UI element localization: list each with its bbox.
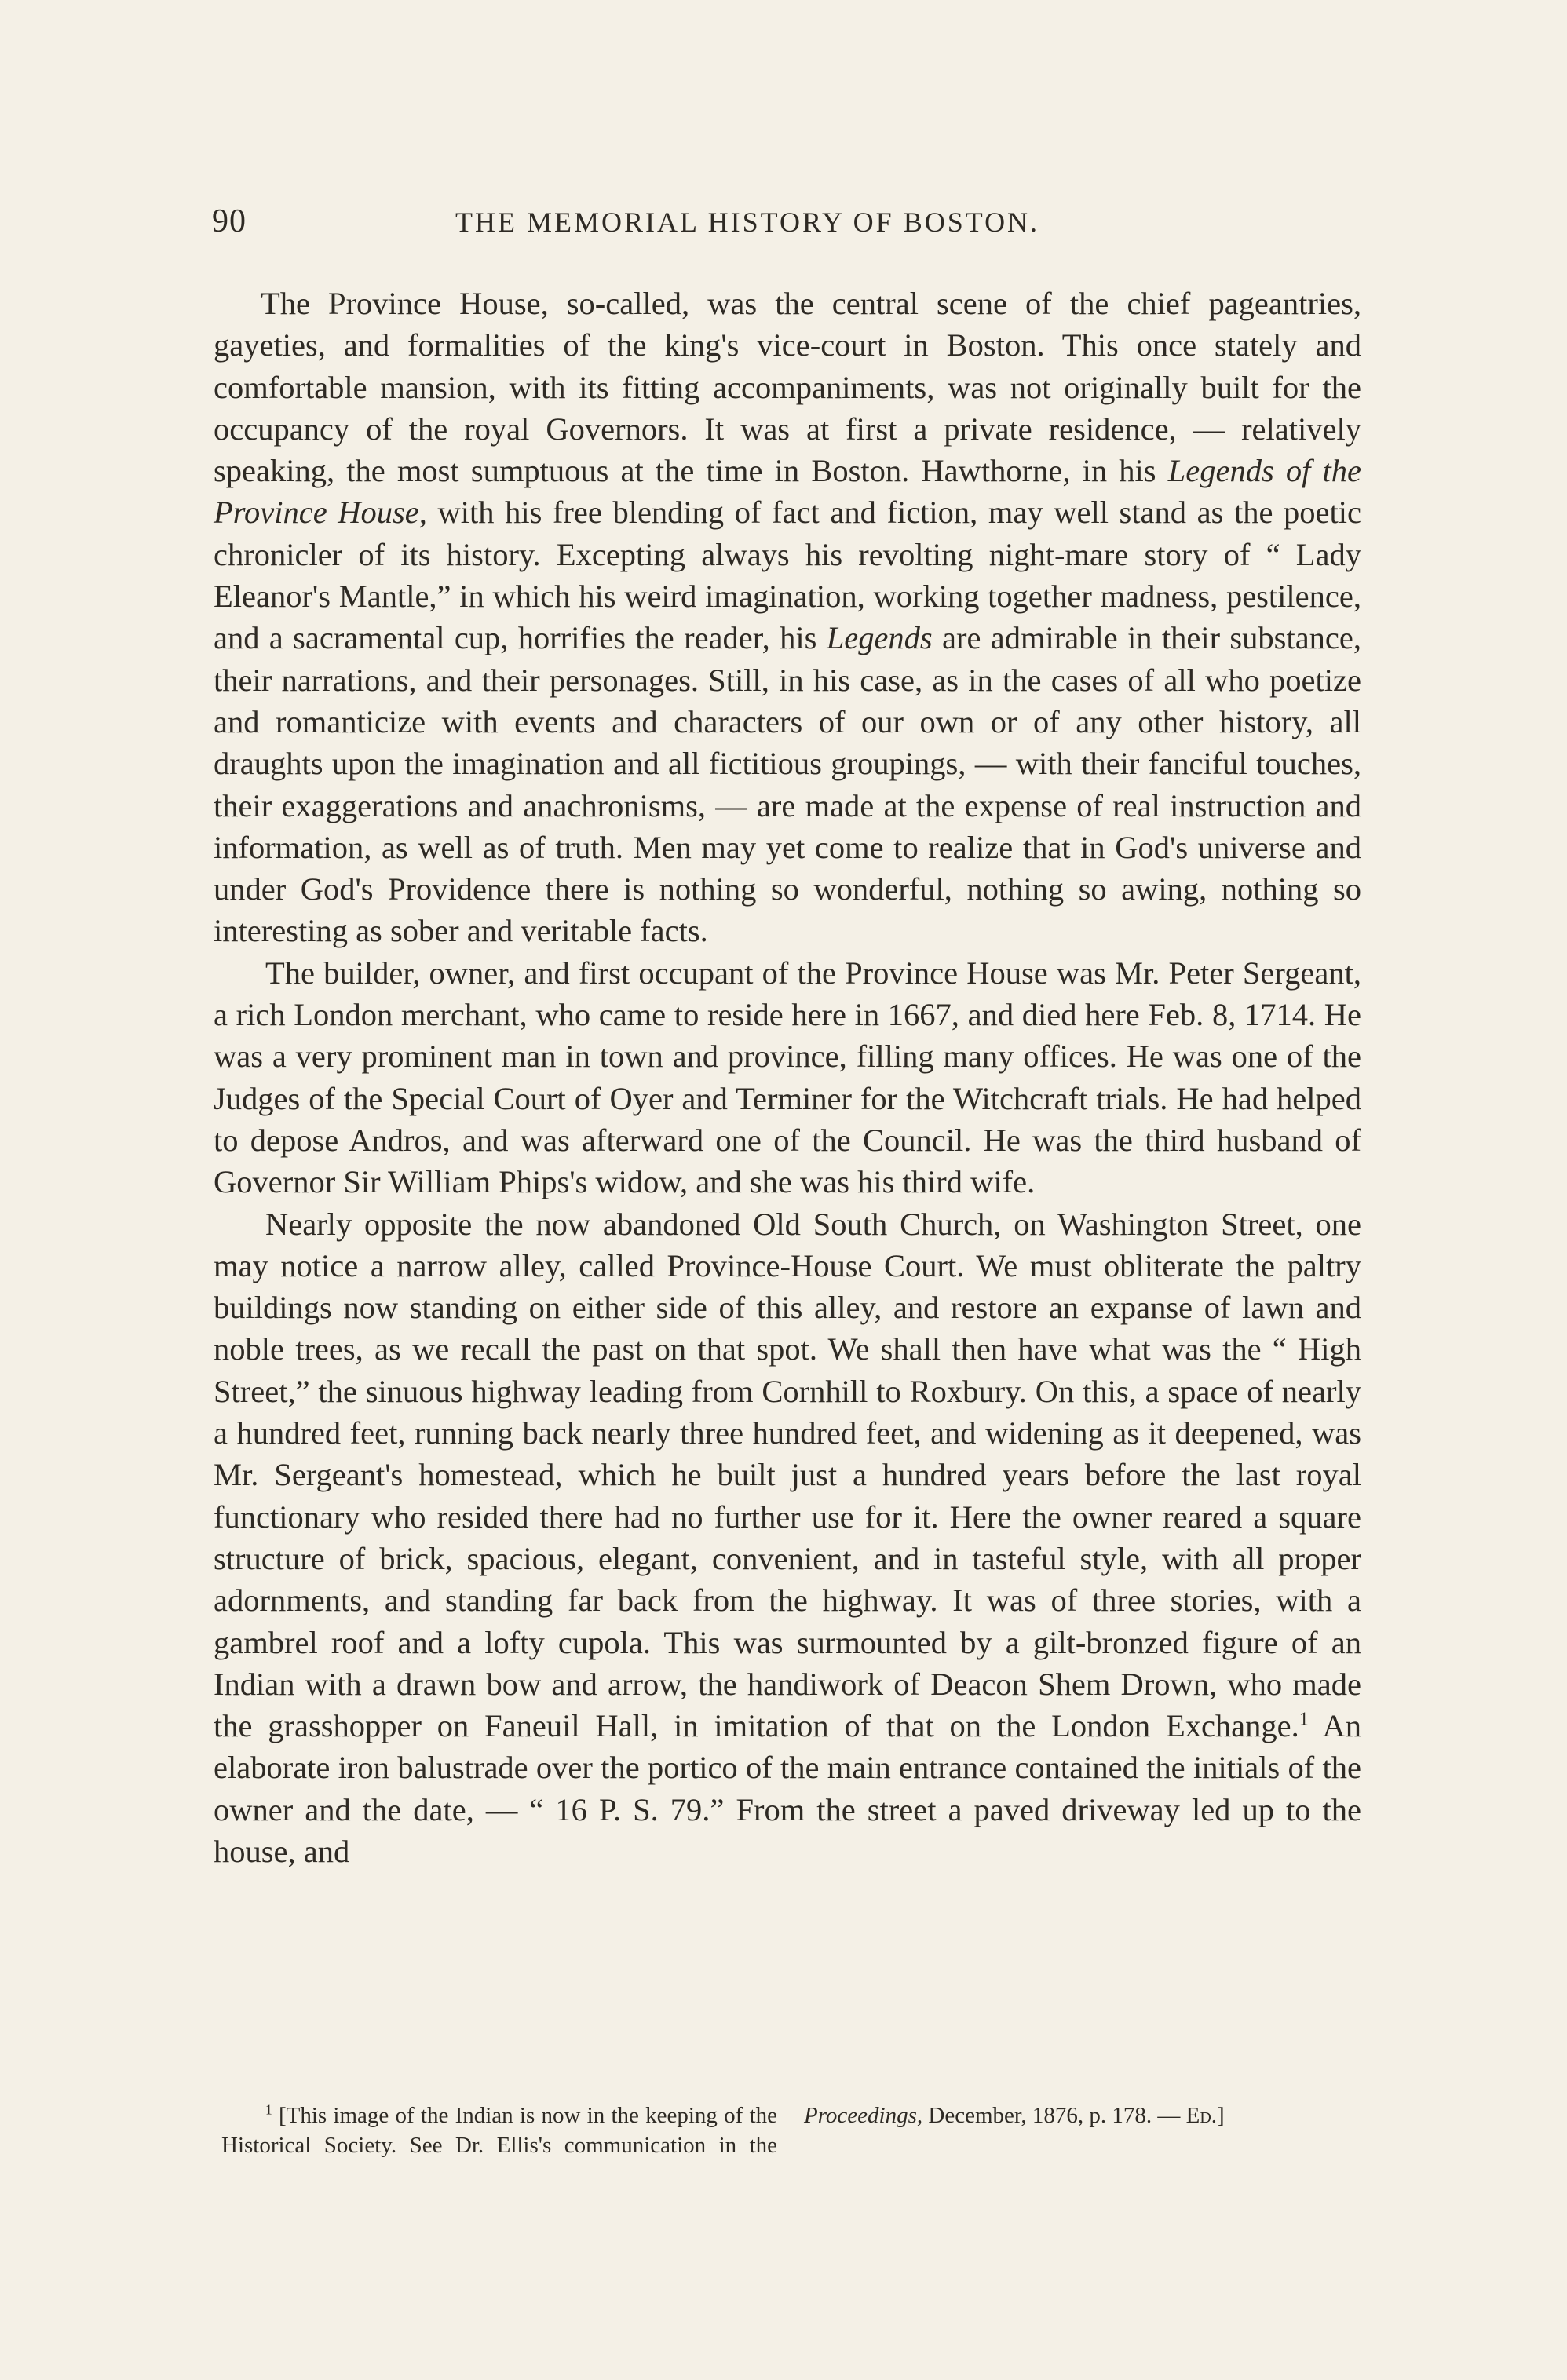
footnote-reference: 1 bbox=[1299, 1708, 1309, 1730]
paragraph-3 bbox=[214, 1203, 1361, 1873]
footnote-text: [This image of the Indian is now in the keeping of the Historical Society. See Dr. Ellis's communication in the bbox=[221, 2103, 777, 2158]
paragraph-2: The builder, owner, and first occupant of the Province House was Mr. Peter Sergeant, a rich London merchant, who came to reside here in 1667, and died here Feb. 8, 1714. He was a very prominent man in town and province, filling many offices. He was one of the Judges of the Special Court of Oyer and Terminer for the Witchcraft trials. He had helped to depose Andros, and was afterward one of the Council. He was the third husband of Governor Sir William Phips's widow, and she was his third wife. bbox=[214, 955, 1361, 1200]
page-number: 90 bbox=[212, 203, 247, 239]
footnote-1 bbox=[221, 2101, 1360, 2160]
footnote-italic-proceedings: Proceedings, bbox=[804, 2103, 923, 2128]
italic-title-legends: Legends of the Province House, bbox=[214, 453, 1362, 531]
paragraph-1-text-cont: with his free blending of fact and fiction, may well stand as the poetic chronicler of its history. Excepting always his revolting night-mare story of “ Lady Eleanor's Mantle,” in which his weird imagination, working together madness, pestilence, and a sacramental cup, horrifies the reader, his bbox=[214, 495, 1361, 656]
footnote-text-cont: December, 1876, p. 178. — bbox=[922, 2103, 1186, 2128]
paragraph-1-text-end: are admirable in their substance, their narrations, and their personages. Still, in his case, as in the cases of all who poetize and romanticize with events and characters of our own or of any other history, all draughts upon the imagination and all fictitious groupings, — with their fanciful touches, their exaggerations and anachronisms, — are made at the expense of real instruction and information, as well as of truth. Men may yet come to realize that in God's universe and under God's Providence there is nothing so wonderful, nothing so awing, nothing so interesting as sober and veritable facts. bbox=[214, 620, 1361, 949]
paragraph-1 bbox=[214, 283, 1361, 952]
footnote-closing: ] bbox=[1217, 2103, 1225, 2128]
body-text bbox=[214, 283, 1361, 1872]
paragraph-3-text: Nearly opposite the now abandoned Old South Church, on Washington Street, one may notice a narrow alley, called Province-House Court. We must obliterate the paltry buildings now standing on either side of this alley, and restore an expanse of lawn and noble trees, as we recall the past on that spot. We shall then have what was the “ High Street,” the sinuous highway leading from Cornhill to Roxbury. On this, a space of nearly a hundred feet, running back nearly three hundred feet, and widening as it deepened, was Mr. Sergeant's homestead, which he built just a hundred years before the last royal functionary who resided there had no further use for it. Here the owner reared a square structure of brick, spacious, elegant, convenient, and in tasteful style, with all proper adornments, and standing far back from the highway. It was of three stories, with a gambrel roof and a lofty cupola. This was surmounted by a gilt-bronzed figure of an Indian with a drawn bow and arrow, the handiwork of Deacon Shem Drown, who made the grasshopper on Faneuil Hall, in imitation of that on the London Exchange. bbox=[214, 1206, 1361, 1744]
footnote-editor-mark: Ed. bbox=[1185, 2103, 1218, 2128]
page-header bbox=[212, 203, 1366, 242]
footnote-marker: 1 bbox=[265, 2101, 272, 2118]
paragraph-1-text: The Province House, so-called, was the central scene of the chief pageantries, gayeties, and formalities of the king's vice-court in Boston. This once stately and comfortable mansion, with its fitting accompaniments, was not originally built for the occupancy of the royal Governors. It was at first a private residence, — relatively speaking, the most sumptuous at the time in Boston. Hawthorne, in his bbox=[214, 286, 1361, 489]
running-title: THE MEMORIAL HISTORY OF BOSTON. bbox=[455, 206, 1040, 238]
footnotes bbox=[221, 2101, 1360, 2160]
paragraph-3-text-end: An elaborate iron balustrade over the portico of the main entrance contained the initials of the owner and the date, — “ 16 P. S. 79.” From the street a paved driveway led up to the house, and bbox=[214, 1708, 1362, 1869]
italic-legends: Legends bbox=[826, 620, 933, 656]
